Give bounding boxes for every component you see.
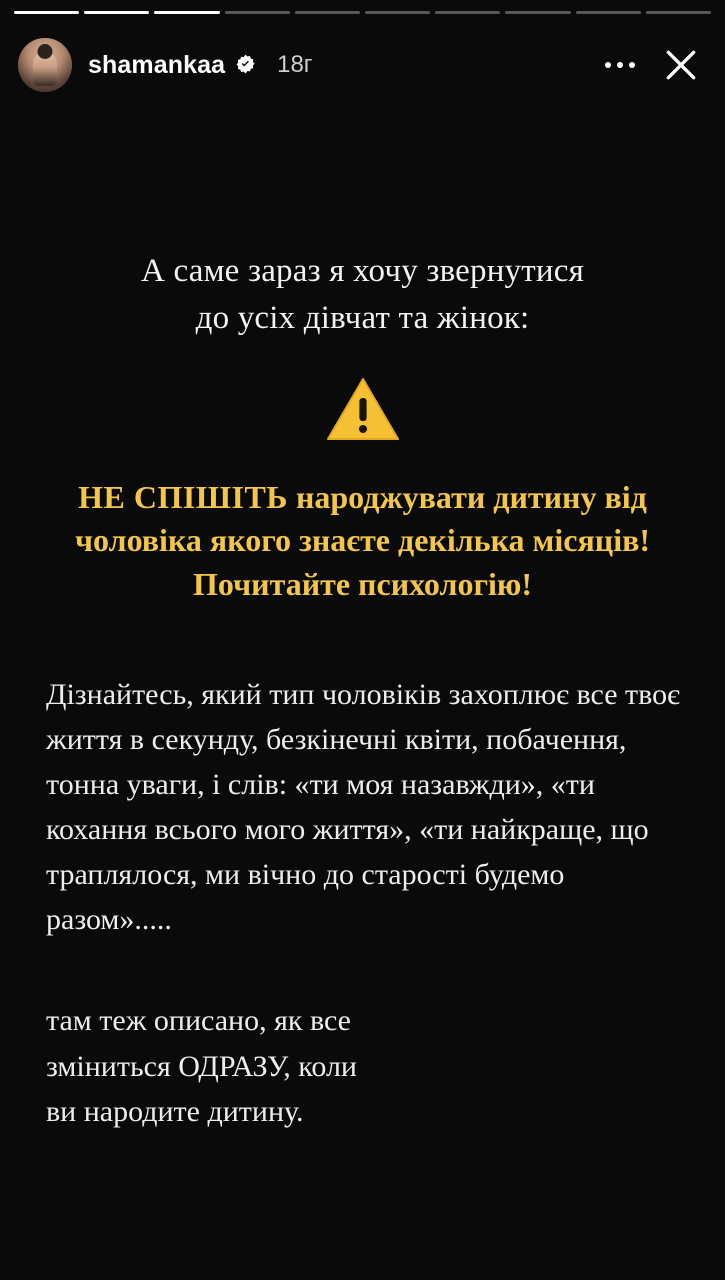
story-content <box>0 118 725 1280</box>
progress-segment[interactable] <box>154 11 219 14</box>
tail-line-3: ви народите дитину. <box>46 1095 304 1129</box>
story-header <box>0 30 725 100</box>
verified-badge-icon <box>234 54 257 77</box>
warning-triangle-icon <box>326 376 400 442</box>
progress-segment[interactable] <box>295 11 360 14</box>
progress-segment[interactable] <box>225 11 290 14</box>
story-timestamp: 18г <box>277 51 313 78</box>
warning-line-2: чоловіка якого знаєте декілька місяців! <box>74 522 651 559</box>
story-warning-text <box>40 476 685 607</box>
story-intro-text <box>40 248 685 342</box>
progress-segment[interactable] <box>505 11 570 14</box>
progress-segment[interactable] <box>84 11 149 14</box>
progress-segment[interactable] <box>646 11 711 14</box>
username[interactable]: shamankaa <box>88 50 226 79</box>
story-progress-bar <box>14 10 711 14</box>
avatar[interactable] <box>18 38 72 92</box>
warning-rest: народжувати дитину від <box>287 478 647 515</box>
ellipsis-icon[interactable] <box>599 44 641 86</box>
progress-segment[interactable] <box>14 11 79 14</box>
warning-line-3: Почитайте психологію! <box>193 565 532 602</box>
story-tail-text <box>40 998 685 1135</box>
warning-emphasis: НЕ СПІШІТЬ <box>78 478 288 515</box>
tail-line-1: там теж описано, як все <box>46 1004 351 1038</box>
ellipsis-dot <box>617 62 623 68</box>
avatar-head <box>38 44 53 59</box>
intro-line-2: до усіх дівчат та жінок: <box>195 299 530 336</box>
progress-segment[interactable] <box>365 11 430 14</box>
close-x-icon[interactable] <box>655 39 707 91</box>
ellipsis-dot <box>629 62 635 68</box>
progress-segment[interactable] <box>435 11 500 14</box>
story-body-paragraph: Дізнайтесь, який тип чоловіків захоплює все твоє життя в секунду, безкінечні квіти, побачення, тонна уваги, і слів: «ти моя назавжди», «ти кохання всього мого життя», «ти найкраще, що траплялося, ми вічно до старості будемо разом»..... <box>46 678 680 937</box>
ellipsis-dot <box>605 62 611 68</box>
tail-line-2: зміниться ОДРАЗУ, коли <box>46 1049 357 1083</box>
intro-line-1: А саме зараз я хочу звернутися <box>141 253 584 289</box>
progress-segment[interactable] <box>576 11 641 14</box>
